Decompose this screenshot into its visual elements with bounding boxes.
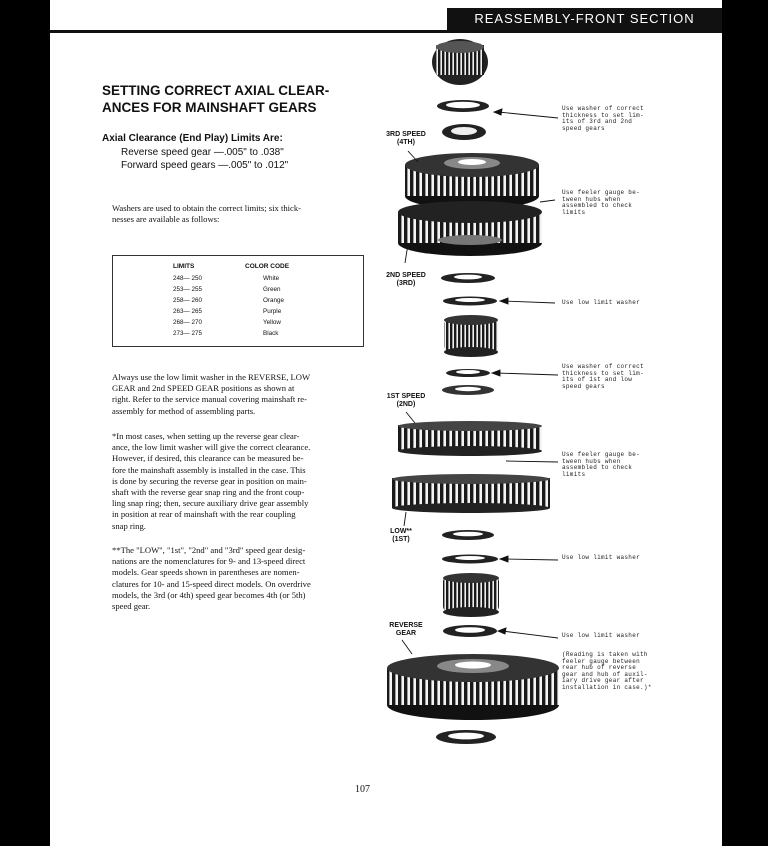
paragraph-line: models. Gear speeds shown in parentheses are nomen- [112, 567, 300, 578]
table-cell-color: Purple [263, 308, 282, 315]
gear-label-line: (3RD) [396, 280, 416, 287]
limits-heading: Axial Clearance (End Play) Limits Are: [102, 133, 283, 144]
sliding-clutch-middle [444, 315, 498, 357]
gear-1st-speed [398, 421, 542, 456]
callout-line: Use low limit washer [562, 554, 641, 561]
callout-low-limit-1 [562, 300, 640, 307]
gear-label-line: (1ST) [392, 536, 410, 543]
callout-line: tween hubs when [562, 457, 621, 465]
callout-line: gear and hub of auxil- [562, 670, 648, 678]
washer-3rd [437, 100, 489, 112]
table-cell-limits: 273— 275 [173, 330, 203, 337]
washer-2nd-upper [441, 273, 495, 283]
callout-feeler-gauge-2 [562, 452, 640, 478]
washer-low-limit-1 [443, 297, 497, 306]
callout-line: speed gears [562, 124, 605, 132]
gear-label-line: 1ST SPEED [386, 393, 426, 400]
table-cell-color: White [263, 275, 280, 282]
page-number: 107 [355, 784, 370, 795]
callout-line: speed gears [562, 382, 605, 390]
callout-line: Use washer of correct [562, 105, 644, 112]
gear-label-line: (4TH) [397, 139, 415, 146]
callout-line: (Reading is taken with [562, 651, 648, 658]
paragraph-line: models, the 3rd (or 4th) speed gear becomes 4th (or 5th) [112, 589, 306, 600]
paragraph-line: GEAR and 2nd SPEED GEAR positions as shown at [112, 383, 295, 394]
callout-line: thickness to set lim- [562, 111, 644, 119]
label-2nd-speed [384, 272, 428, 288]
callout-feeler-gauge-1 [562, 190, 640, 216]
paragraph-line: is done by securing the reverse gear in position on main- [112, 475, 307, 486]
intro-line: nesses are available as follows: [112, 214, 220, 225]
paragraph-line: nations are the nomenclatures for 9- and 13-speed direct [112, 556, 306, 567]
section-title-line-1: SETTING CORRECT AXIAL CLEAR- [102, 83, 330, 98]
table-cell-limits: 248— 250 [173, 275, 203, 282]
paragraph-line: However, if desired, this clearance can be measured be- [112, 453, 304, 464]
gear-reverse [387, 654, 559, 720]
forward-limit: Forward speed gears —.005" to .012" [121, 160, 289, 171]
gear-label-line: GEAR [395, 630, 417, 637]
table-header-color: COLOR CODE [245, 263, 290, 270]
paragraph-line: clatures for 10- and 15-speed direct models. On overdrive [112, 578, 311, 589]
label-1st-speed [384, 393, 428, 409]
callout-washer-3rd [562, 106, 644, 132]
gear-3rd-speed [405, 153, 539, 209]
table-cell-limits: 253— 255 [173, 286, 203, 293]
paragraph-line: shaft with the reverse gear snap ring and the front coup- [112, 487, 305, 498]
paragraph-line: speed gear. [112, 601, 151, 612]
table-cell-limits: 263— 265 [173, 308, 203, 315]
paragraph-line: *In most cases, when setting up the reverse gear clear- [112, 431, 300, 441]
paragraph-line: Always use the low limit washer in the REVERSE, LOW [112, 372, 311, 382]
table-cell-limits: 268— 270 [173, 319, 203, 326]
section-title-line-2: ANCES FOR MAINSHAFT GEARS [102, 100, 317, 115]
callout-line: Use feeler gauge be- [562, 451, 641, 458]
callout-line: Use low limit washer [562, 632, 641, 639]
label-reverse-gear [384, 622, 428, 638]
label-low-gear [384, 528, 418, 544]
paragraph-line: right. Refer to the service manual covering mainshaft re- [112, 394, 307, 405]
paragraph-line: ling snap ring; then, secure auxiliary drive gear assembly [112, 498, 309, 509]
callout-line: limits [562, 208, 586, 216]
callout-line: Use feeler gauge be- [562, 189, 641, 196]
washer-low-limit-3 [443, 625, 497, 637]
label-3rd-speed [384, 131, 428, 147]
callout-line: rear hub of reverse [562, 664, 637, 672]
callout-line: thickness to set lim- [562, 369, 644, 377]
washer-1st-a [446, 369, 490, 377]
paragraph-line: assembly for method of assembling parts. [112, 405, 256, 416]
callout-washer-1st [562, 364, 644, 390]
intro-line: Washers are used to obtain the correct limits; six thick- [112, 203, 302, 213]
callout-low-limit-3 [562, 633, 640, 640]
sliding-clutch-top [432, 39, 488, 85]
callout-line: its of 3rd and 2nd [562, 118, 633, 126]
callout-line: Use low limit washer [562, 299, 641, 306]
gear-label-line: (2ND) [396, 401, 416, 408]
table-header-limits: LIMITS [173, 263, 195, 270]
callout-line: tween hubs when [562, 195, 621, 203]
callout-line: Use washer of correct [562, 363, 644, 370]
paragraph-line: in position at rear of mainshaft with the rear coupling [112, 509, 296, 520]
table-cell-color: Green [263, 286, 281, 293]
callout-reading-note [562, 652, 652, 692]
table-cell-color: Yellow [263, 319, 281, 326]
washer-low-a [442, 530, 494, 540]
gear-2nd-speed [398, 201, 542, 256]
paragraph-line: fore the mainshaft assembly is installed in the case. This [112, 464, 306, 475]
washer-1st-b [442, 385, 494, 395]
gear-label-line: REVERSE [389, 622, 423, 629]
snap-ring-bottom [436, 730, 496, 744]
section-header: REASSEMBLY-FRONT SECTION [447, 8, 722, 30]
callout-line: iary drive gear after [562, 677, 644, 685]
callout-line: its of 1st and low [562, 376, 633, 384]
sliding-clutch-lower [443, 573, 499, 617]
paragraph-line: snap ring. [112, 520, 146, 531]
reverse-limit: Reverse speed gear —.005" to .038" [121, 147, 284, 158]
callout-line: assembled to check [562, 464, 633, 472]
table-cell-limits: 258— 260 [173, 297, 203, 304]
manual-page [50, 0, 722, 846]
callout-low-limit-2 [562, 555, 640, 562]
callout-line: assembled to check [562, 202, 633, 210]
table-cell-color: Orange [263, 297, 285, 304]
callout-line: installation in case.)* [562, 683, 652, 691]
paragraph-line: ance, the low limit washer will give the correct clearance. [112, 442, 311, 453]
gear-label-line: LOW** [390, 528, 412, 535]
paragraph-line: **The "LOW", "1st", "2nd" and "3rd" speed gear desig- [112, 545, 306, 555]
callout-line: limits [562, 470, 586, 478]
gear-low [392, 474, 550, 513]
gear-label-line: 3RD SPEED [386, 131, 426, 138]
gear-label-line: 2ND SPEED [386, 272, 426, 279]
callout-line: feeler gauge between [562, 657, 641, 665]
washer-low-limit-2 [442, 555, 498, 564]
washer-3rd-b [442, 124, 486, 140]
table-cell-color: Black [263, 330, 279, 337]
